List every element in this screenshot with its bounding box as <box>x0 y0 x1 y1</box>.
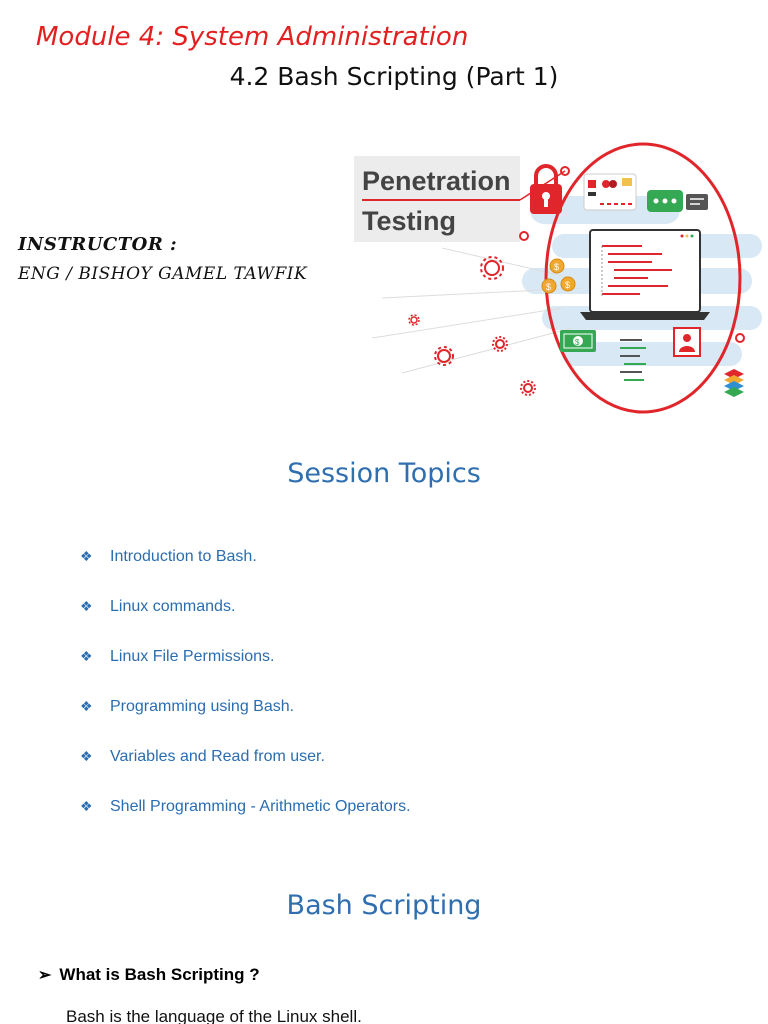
module-title: Module 4: System Administration <box>36 22 469 52</box>
money-icon <box>560 330 596 352</box>
list-item <box>80 644 411 669</box>
bash-scripting-heading: Bash Scripting <box>286 890 482 921</box>
illustration-line1: Penetration <box>362 166 511 196</box>
topic-text: Variables and Read from user. <box>110 747 325 765</box>
list-item <box>80 794 411 819</box>
arrow-bullet-icon: ➢ <box>38 967 52 984</box>
laptop-code-icon <box>580 230 710 320</box>
instructor-name: ENG / BISHOY GAMEL TAWFIK <box>18 264 308 284</box>
question-text: What is Bash Scripting ? <box>59 965 260 984</box>
credit-card-icon <box>584 174 636 210</box>
svg-text:$: $ <box>554 262 560 272</box>
diamond-bullet-icon: ❖ <box>80 648 93 664</box>
circle-node-right <box>736 334 744 342</box>
topic-text: Linux commands. <box>110 597 236 615</box>
svg-text:$: $ <box>575 338 580 347</box>
circle-node-left <box>520 232 528 240</box>
diamond-bullet-icon: ❖ <box>80 798 93 814</box>
diamond-bullet-icon: ❖ <box>80 548 93 564</box>
diamond-bullet-icon: ❖ <box>80 748 93 764</box>
list-item <box>80 594 411 619</box>
topic-text: Programming using Bash. <box>110 697 295 715</box>
gear-icon <box>409 257 535 395</box>
lock-icon <box>530 166 562 214</box>
topic-list <box>80 544 411 844</box>
chat-icon <box>647 190 708 212</box>
lesson-title: 4.2 Bash Scripting (Part 1) <box>229 62 559 91</box>
instructor-label: INSTRUCTOR : <box>18 234 178 255</box>
layers-icon <box>724 369 744 397</box>
penetration-testing-illustration <box>352 138 764 416</box>
question-line <box>38 965 260 985</box>
topic-text: Shell Programming - Arithmetic Operators. <box>110 797 411 815</box>
svg-text:$: $ <box>565 280 571 290</box>
diamond-bullet-icon: ❖ <box>80 698 93 714</box>
list-item <box>80 544 411 569</box>
svg-text:$: $ <box>546 282 552 292</box>
body-paragraph: Bash is the language of the Linux shell. <box>66 1007 362 1024</box>
profile-icon <box>674 328 700 356</box>
list-item <box>80 744 411 769</box>
list-item <box>80 694 411 719</box>
topic-text: Linux File Permissions. <box>110 647 275 665</box>
diamond-bullet-icon: ❖ <box>80 598 93 614</box>
session-topics-heading: Session Topics <box>287 458 481 489</box>
topic-text: Introduction to Bash. <box>110 547 257 565</box>
illustration-line2: Testing <box>362 206 456 236</box>
